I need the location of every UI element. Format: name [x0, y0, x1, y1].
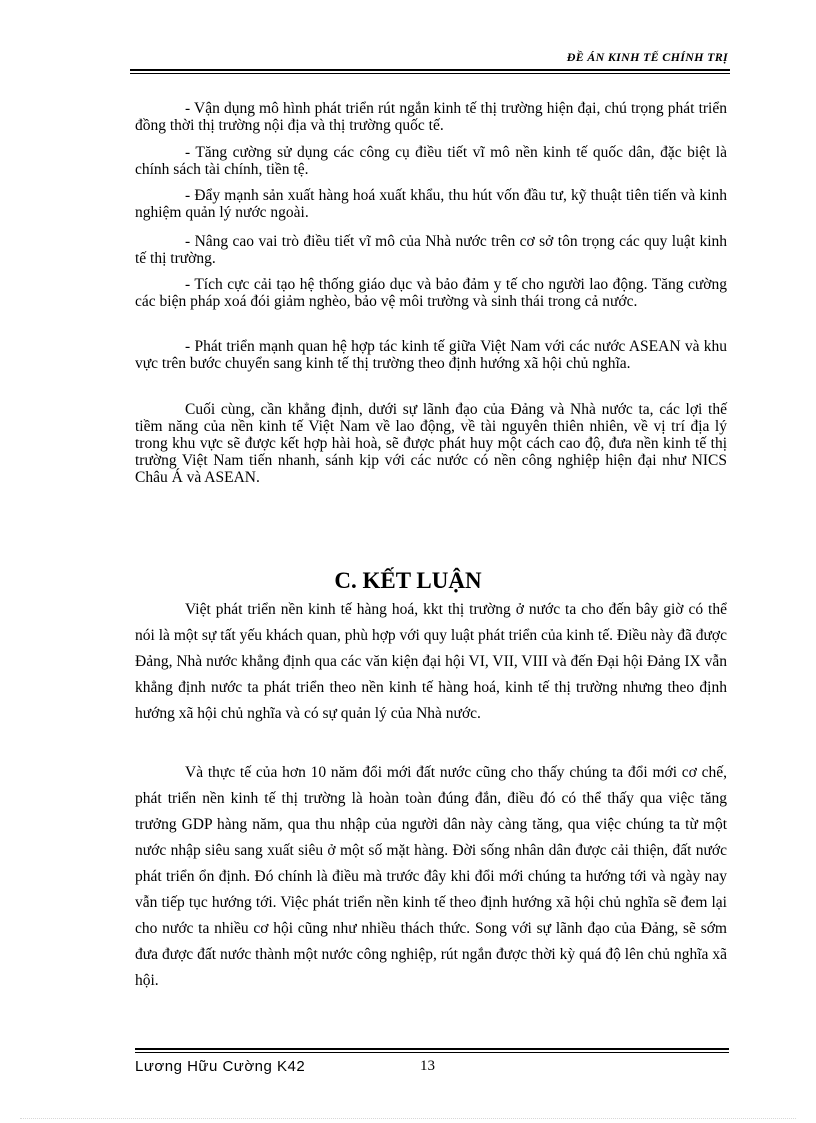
page-number: 13 [420, 1058, 435, 1074]
footer-rule-thin [135, 1052, 729, 1053]
bullet-paragraph-4: - Nâng cao vai trò điều tiết vĩ mô của Nhà nước trên cơ sở tôn trọng các quy luật kinh tế thị trường. [135, 233, 727, 267]
running-header-title: ĐỀ ÁN KINH TẾ CHÍNH TRỊ [566, 50, 728, 64]
bullet-paragraph-3: - Đẩy mạnh sản xuất hàng hoá xuất khẩu, thu hút vốn đầu tư, kỹ thuật tiên tiến và kinh nghiệm quản lý nước ngoài. [135, 187, 727, 221]
conclusion-paragraph-2: Và thực tế của hơn 10 năm đổi mới đất nước cũng cho thấy chúng ta đổi mới cơ chế, phát triển nền kinh tế thị trường là hoàn toàn đúng đắn, điều đó có thể thấy qua việc tăng trưởng GDP hàng năm, qua thu nhập của người dân này càng tăng, qua việc chúng ta từ một nước nhập siêu sang xuất siêu ở một số mặt hàng. Đời sống nhân dân được cải thiện, đất nước phát triển ổn định. Đó chính là điều mà trước đây khi đổi mới chúng ta hướng tới và ngày nay vẫn tiếp tục hướng tới. Việc phát triển nền kinh tế theo định hướng xã hội chủ nghĩa sẽ đem lại cho nước ta nhiều cơ hội cũng như nhiều thách thức. Song với sự lãnh đạo của Đảng, sẽ sớm đưa được đất nước thành một nước công nghiệp, rút ngắn được thời kỳ quá độ lên chủ nghĩa xã hội. [135, 764, 727, 989]
bottom-dotted-line [20, 1118, 796, 1119]
conclusion-paragraph-1: Việt phát triển nền kinh tế hàng hoá, kkt thị trường ở nước ta cho đến bây giờ có thể nói là một sự tất yếu khách quan, phù hợp với quy luật phát triển của kinh tế. Điều này đã được Đảng, Nhà nước khẳng định qua các văn kiện đại hội VI, VII, VIII và đến Đại hội Đảng IX vẫn khẳng định nước ta phát triển theo nền kinh tế hàng hoá, kinh tế thị trường nhưng theo định hướng xã hội chủ nghĩa và có sự quản lý của Nhà nước. [135, 601, 727, 722]
header-rule-thin [130, 73, 730, 74]
footer-author: Lương Hữu Cường K42 [135, 1058, 306, 1075]
footer-rule-thick [135, 1048, 729, 1050]
section-heading-conclusion: C. KẾT LUẬN [334, 568, 482, 593]
header-rule-thick [130, 69, 730, 71]
bullet-paragraph-2: - Tăng cường sử dụng các công cụ điều tiết vĩ mô nền kinh tế quốc dân, đặc biệt là chính sách tài chính, tiền tệ. [135, 144, 727, 178]
bullet-paragraph-5: - Tích cực cải tạo hệ thống giáo dục và bảo đảm y tế cho người lao động. Tăng cường các biện pháp xoá đói giảm nghèo, bảo vệ môi trường và sinh thái trong cả nước. [135, 276, 727, 310]
closing-paragraph: Cuối cùng, cần khẳng định, dưới sự lãnh đạo của Đảng và Nhà nước ta, các lợi thế tiềm năng của nền kinh tế Việt Nam về lao động, về tài nguyên thiên nhiên, về vị trí địa lý trong khu vực sẽ được kết hợp hài hoà, sẽ được phát huy một cách cao độ, đưa nền kinh tế thị trường Việt Nam tiến nhanh, sánh kịp với các nước có nền công nghiệp hiện đại như NICS Châu Á và ASEAN. [135, 401, 727, 486]
bullet-paragraph-1: - Vận dụng mô hình phát triển rút ngắn kinh tế thị trường hiện đại, chú trọng phát triển đồng thời thị trường nội địa và thị trường quốc tế. [135, 100, 727, 134]
bullet-paragraph-6: - Phát triển mạnh quan hệ hợp tác kinh tế giữa Việt Nam với các nước ASEAN và khu vực trên bước chuyển sang kinh tế thị trường theo định hướng xã hội chủ nghĩa. [135, 338, 727, 372]
